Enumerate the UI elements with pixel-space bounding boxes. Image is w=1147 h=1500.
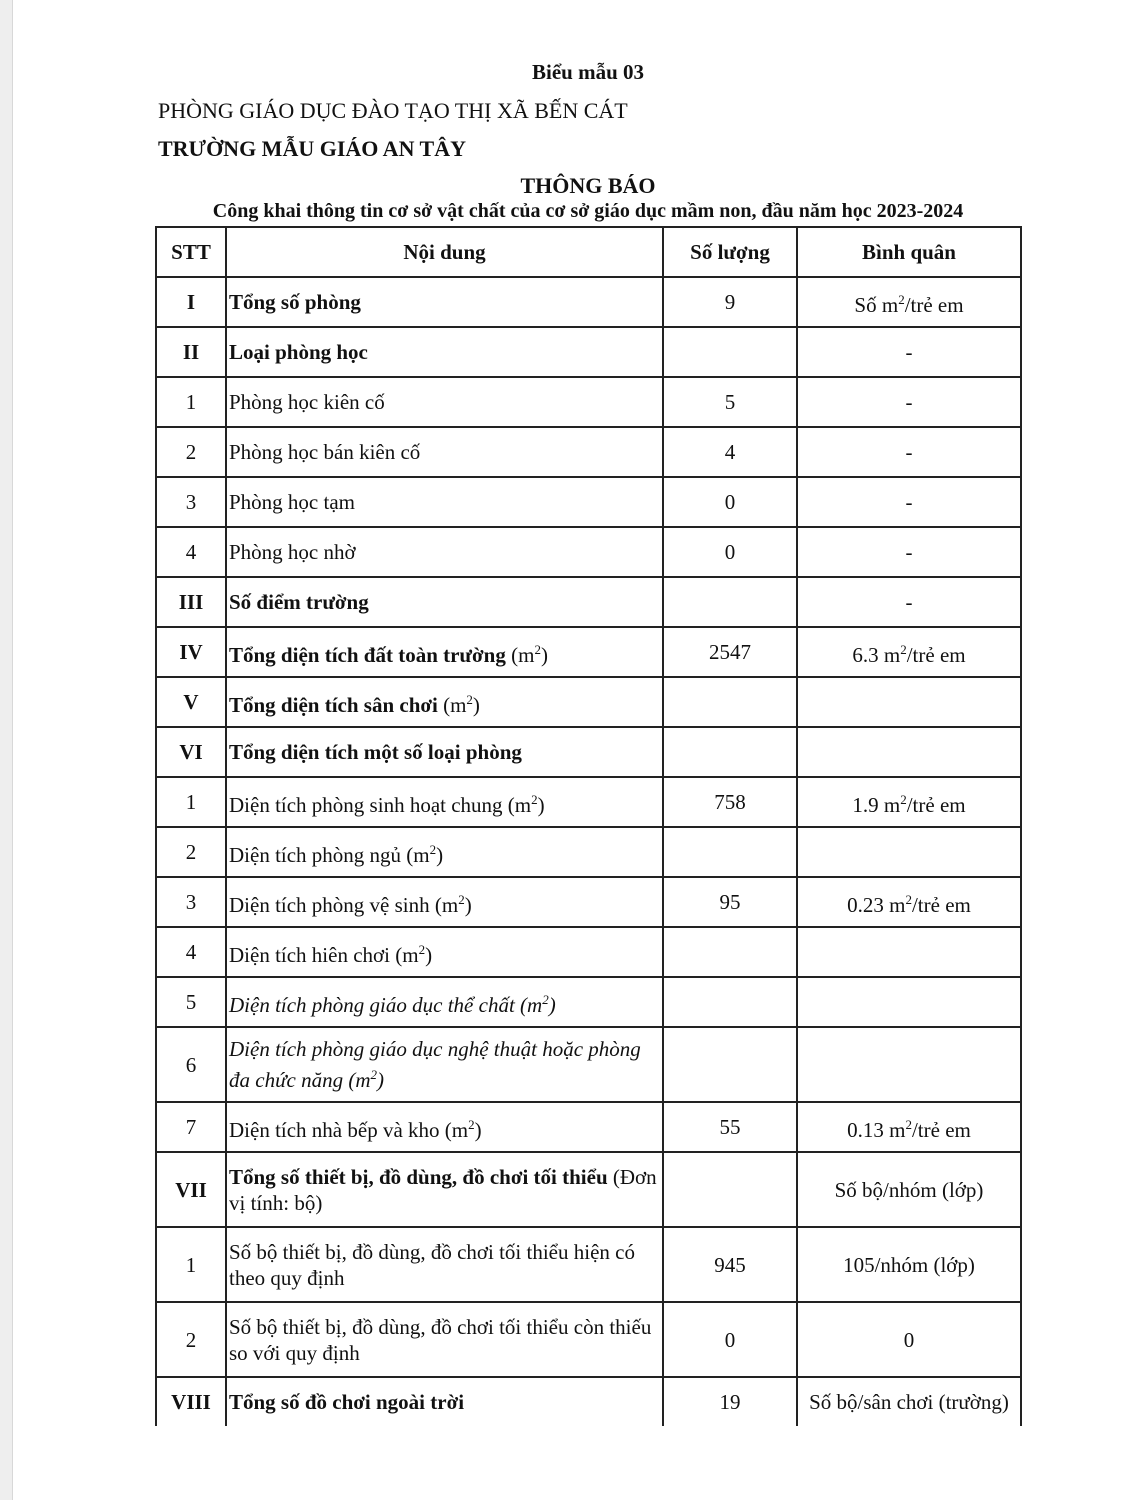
- cell-quantity: [663, 577, 797, 627]
- cell-content: Phòng học bán kiên cố: [226, 427, 663, 477]
- cell-stt: II: [156, 327, 226, 377]
- cell-average: Số bộ/sân chơi (trường): [797, 1377, 1021, 1426]
- cell-quantity: 4: [663, 427, 797, 477]
- cell-quantity: [663, 727, 797, 777]
- cell-content: Phòng học kiên cố: [226, 377, 663, 427]
- cell-content: Diện tích phòng ngủ $(m^2)$: [226, 827, 663, 877]
- cell-average: 0.13 $m^2$/trẻ em: [797, 1102, 1021, 1152]
- col-header-average: Bình quân: [797, 227, 1021, 277]
- cell-content: Diện tích hiên chơi $(m^2)$: [226, 927, 663, 977]
- col-header-quantity: Số lượng: [663, 227, 797, 277]
- table-row: [156, 427, 1021, 477]
- cell-stt: III: [156, 577, 226, 627]
- cell-average: 0.23 $m^2$/trẻ em: [797, 877, 1021, 927]
- table-row: [156, 477, 1021, 527]
- cell-stt: 3: [156, 877, 226, 927]
- col-header-stt: STT: [156, 227, 226, 277]
- cell-quantity: 5: [663, 377, 797, 427]
- cell-average: 1.9 $m^2$/trẻ em: [797, 777, 1021, 827]
- cell-content: Diện tích nhà bếp và kho $(m^2)$: [226, 1102, 663, 1152]
- table-row: [156, 927, 1021, 977]
- cell-quantity: 2547: [663, 627, 797, 677]
- cell-content: Tổng số đồ chơi ngoài trời: [226, 1377, 663, 1426]
- cell-average: -: [797, 477, 1021, 527]
- cell-average: -: [797, 577, 1021, 627]
- cell-stt: 2: [156, 827, 226, 877]
- cell-average: Số bộ/nhóm (lớp): [797, 1152, 1021, 1227]
- cell-average: 0: [797, 1302, 1021, 1377]
- cell-quantity: 758: [663, 777, 797, 827]
- cell-stt: 4: [156, 927, 226, 977]
- table-row: [156, 677, 1021, 727]
- cell-quantity: [663, 977, 797, 1027]
- cell-content: Diện tích phòng sinh hoạt chung $(m^2)$: [226, 777, 663, 827]
- cell-quantity: 945: [663, 1227, 797, 1302]
- cell-average: -: [797, 527, 1021, 577]
- table-row: [156, 277, 1021, 327]
- table-row: [156, 777, 1021, 827]
- cell-stt: 3: [156, 477, 226, 527]
- cell-content: Loại phòng học: [226, 327, 663, 377]
- table-row: [156, 527, 1021, 577]
- cell-quantity: 19: [663, 1377, 797, 1426]
- cell-content: Tổng số phòng: [226, 277, 663, 327]
- cell-content: Diện tích phòng vệ $\sinh (m^2)$: [226, 877, 663, 927]
- cell-stt: 7: [156, 1102, 226, 1152]
- cell-quantity: 55: [663, 1102, 797, 1152]
- table-row: [156, 627, 1021, 677]
- table-header-row: [156, 227, 1021, 277]
- cell-stt: 5: [156, 977, 226, 1027]
- table-row: [156, 1102, 1021, 1152]
- cell-content: Diện tích phòng giáo dục thể chất $(m^2)$: [226, 977, 663, 1027]
- cell-quantity: 0: [663, 477, 797, 527]
- cell-content: Số bộ thiết bị, đồ dùng, đồ chơi tối thiểu hiện có theo quy định: [226, 1227, 663, 1302]
- cell-content: Phòng học tạm: [226, 477, 663, 527]
- cell-average: -: [797, 327, 1021, 377]
- cell-content: Tổng số thiết bị, đồ dùng, đồ chơi tối thiểu (Đơn vị tính: bộ): [226, 1152, 663, 1227]
- cell-content: Tổng diện tích đất toàn trường $(m^2)$: [226, 627, 663, 677]
- cell-average: 105/nhóm (lớp): [797, 1227, 1021, 1302]
- cell-stt: 6: [156, 1027, 226, 1102]
- cell-quantity: [663, 1027, 797, 1102]
- table-row: [156, 327, 1021, 377]
- cell-stt: 2: [156, 1302, 226, 1377]
- cell-quantity: 95: [663, 877, 797, 927]
- cell-content: Tổng diện tích một số loại phòng: [226, 727, 663, 777]
- cell-quantity: 9: [663, 277, 797, 327]
- school-name: TRƯỜNG MẪU GIÁO AN TÂY: [158, 136, 467, 161]
- cell-quantity: 0: [663, 527, 797, 577]
- cell-content: Số bộ thiết bị, đồ dùng, đồ chơi tối thiểu còn thiếu so với quy định: [226, 1302, 663, 1377]
- cell-stt: VI: [156, 727, 226, 777]
- cell-stt: V: [156, 677, 226, 727]
- cell-stt: I: [156, 277, 226, 327]
- cell-stt: IV: [156, 627, 226, 677]
- cell-quantity: [663, 327, 797, 377]
- table-row: [156, 377, 1021, 427]
- cell-stt: VIII: [156, 1377, 226, 1426]
- cell-average: [797, 677, 1021, 727]
- cell-stt: VII: [156, 1152, 226, 1227]
- cell-average: [797, 927, 1021, 977]
- table-row: [156, 827, 1021, 877]
- table-row: [156, 1152, 1021, 1227]
- cell-quantity: [663, 827, 797, 877]
- cell-quantity: [663, 677, 797, 727]
- cell-content: Số điểm trường: [226, 577, 663, 627]
- cell-stt: 1: [156, 1227, 226, 1302]
- cell-quantity: [663, 1152, 797, 1227]
- cell-stt: 1: [156, 777, 226, 827]
- facilities-table: [155, 226, 1022, 1426]
- table-row: [156, 727, 1021, 777]
- cell-quantity: 0: [663, 1302, 797, 1377]
- col-header-content: Nội dung: [226, 227, 663, 277]
- table-row: [156, 577, 1021, 627]
- cell-average: -: [797, 377, 1021, 427]
- form-label: Biểu mẫu 03: [531, 60, 644, 84]
- document-subtitle: Công khai thông tin cơ sở vật chất của cơ sở giáo dục mầm non, đầu năm học 2023-2024: [212, 200, 964, 222]
- cell-average: [797, 727, 1021, 777]
- cell-average: [797, 977, 1021, 1027]
- cell-average: [797, 1027, 1021, 1102]
- cell-content: Tổng diện tích sân chơi $(m^2)$: [226, 677, 663, 727]
- department-name: PHÒNG GIÁO DỤC ĐÀO TẠO THỊ XÃ BẾN CÁT: [158, 98, 628, 123]
- cell-content: Diện tích phòng giáo dục nghệ thuật hoặc phòng đa chức năng $(m^2)$: [226, 1027, 663, 1102]
- table-row: [156, 1027, 1021, 1102]
- table-row: [156, 1227, 1021, 1302]
- document-title: THÔNG BÁO: [520, 173, 656, 198]
- cell-average: -: [797, 427, 1021, 477]
- cell-content: Phòng học nhờ: [226, 527, 663, 577]
- cell-average: 6.3 $m^2$/trẻ em: [797, 627, 1021, 677]
- cell-stt: 4: [156, 527, 226, 577]
- cell-average: [797, 827, 1021, 877]
- cell-quantity: [663, 927, 797, 977]
- cell-stt: 1: [156, 377, 226, 427]
- table-row: [156, 977, 1021, 1027]
- table-row: [156, 877, 1021, 927]
- table-row: [156, 1302, 1021, 1377]
- cell-stt: 2: [156, 427, 226, 477]
- table-row: [156, 1377, 1021, 1426]
- cell-average: Số $m^2$/trẻ em: [797, 277, 1021, 327]
